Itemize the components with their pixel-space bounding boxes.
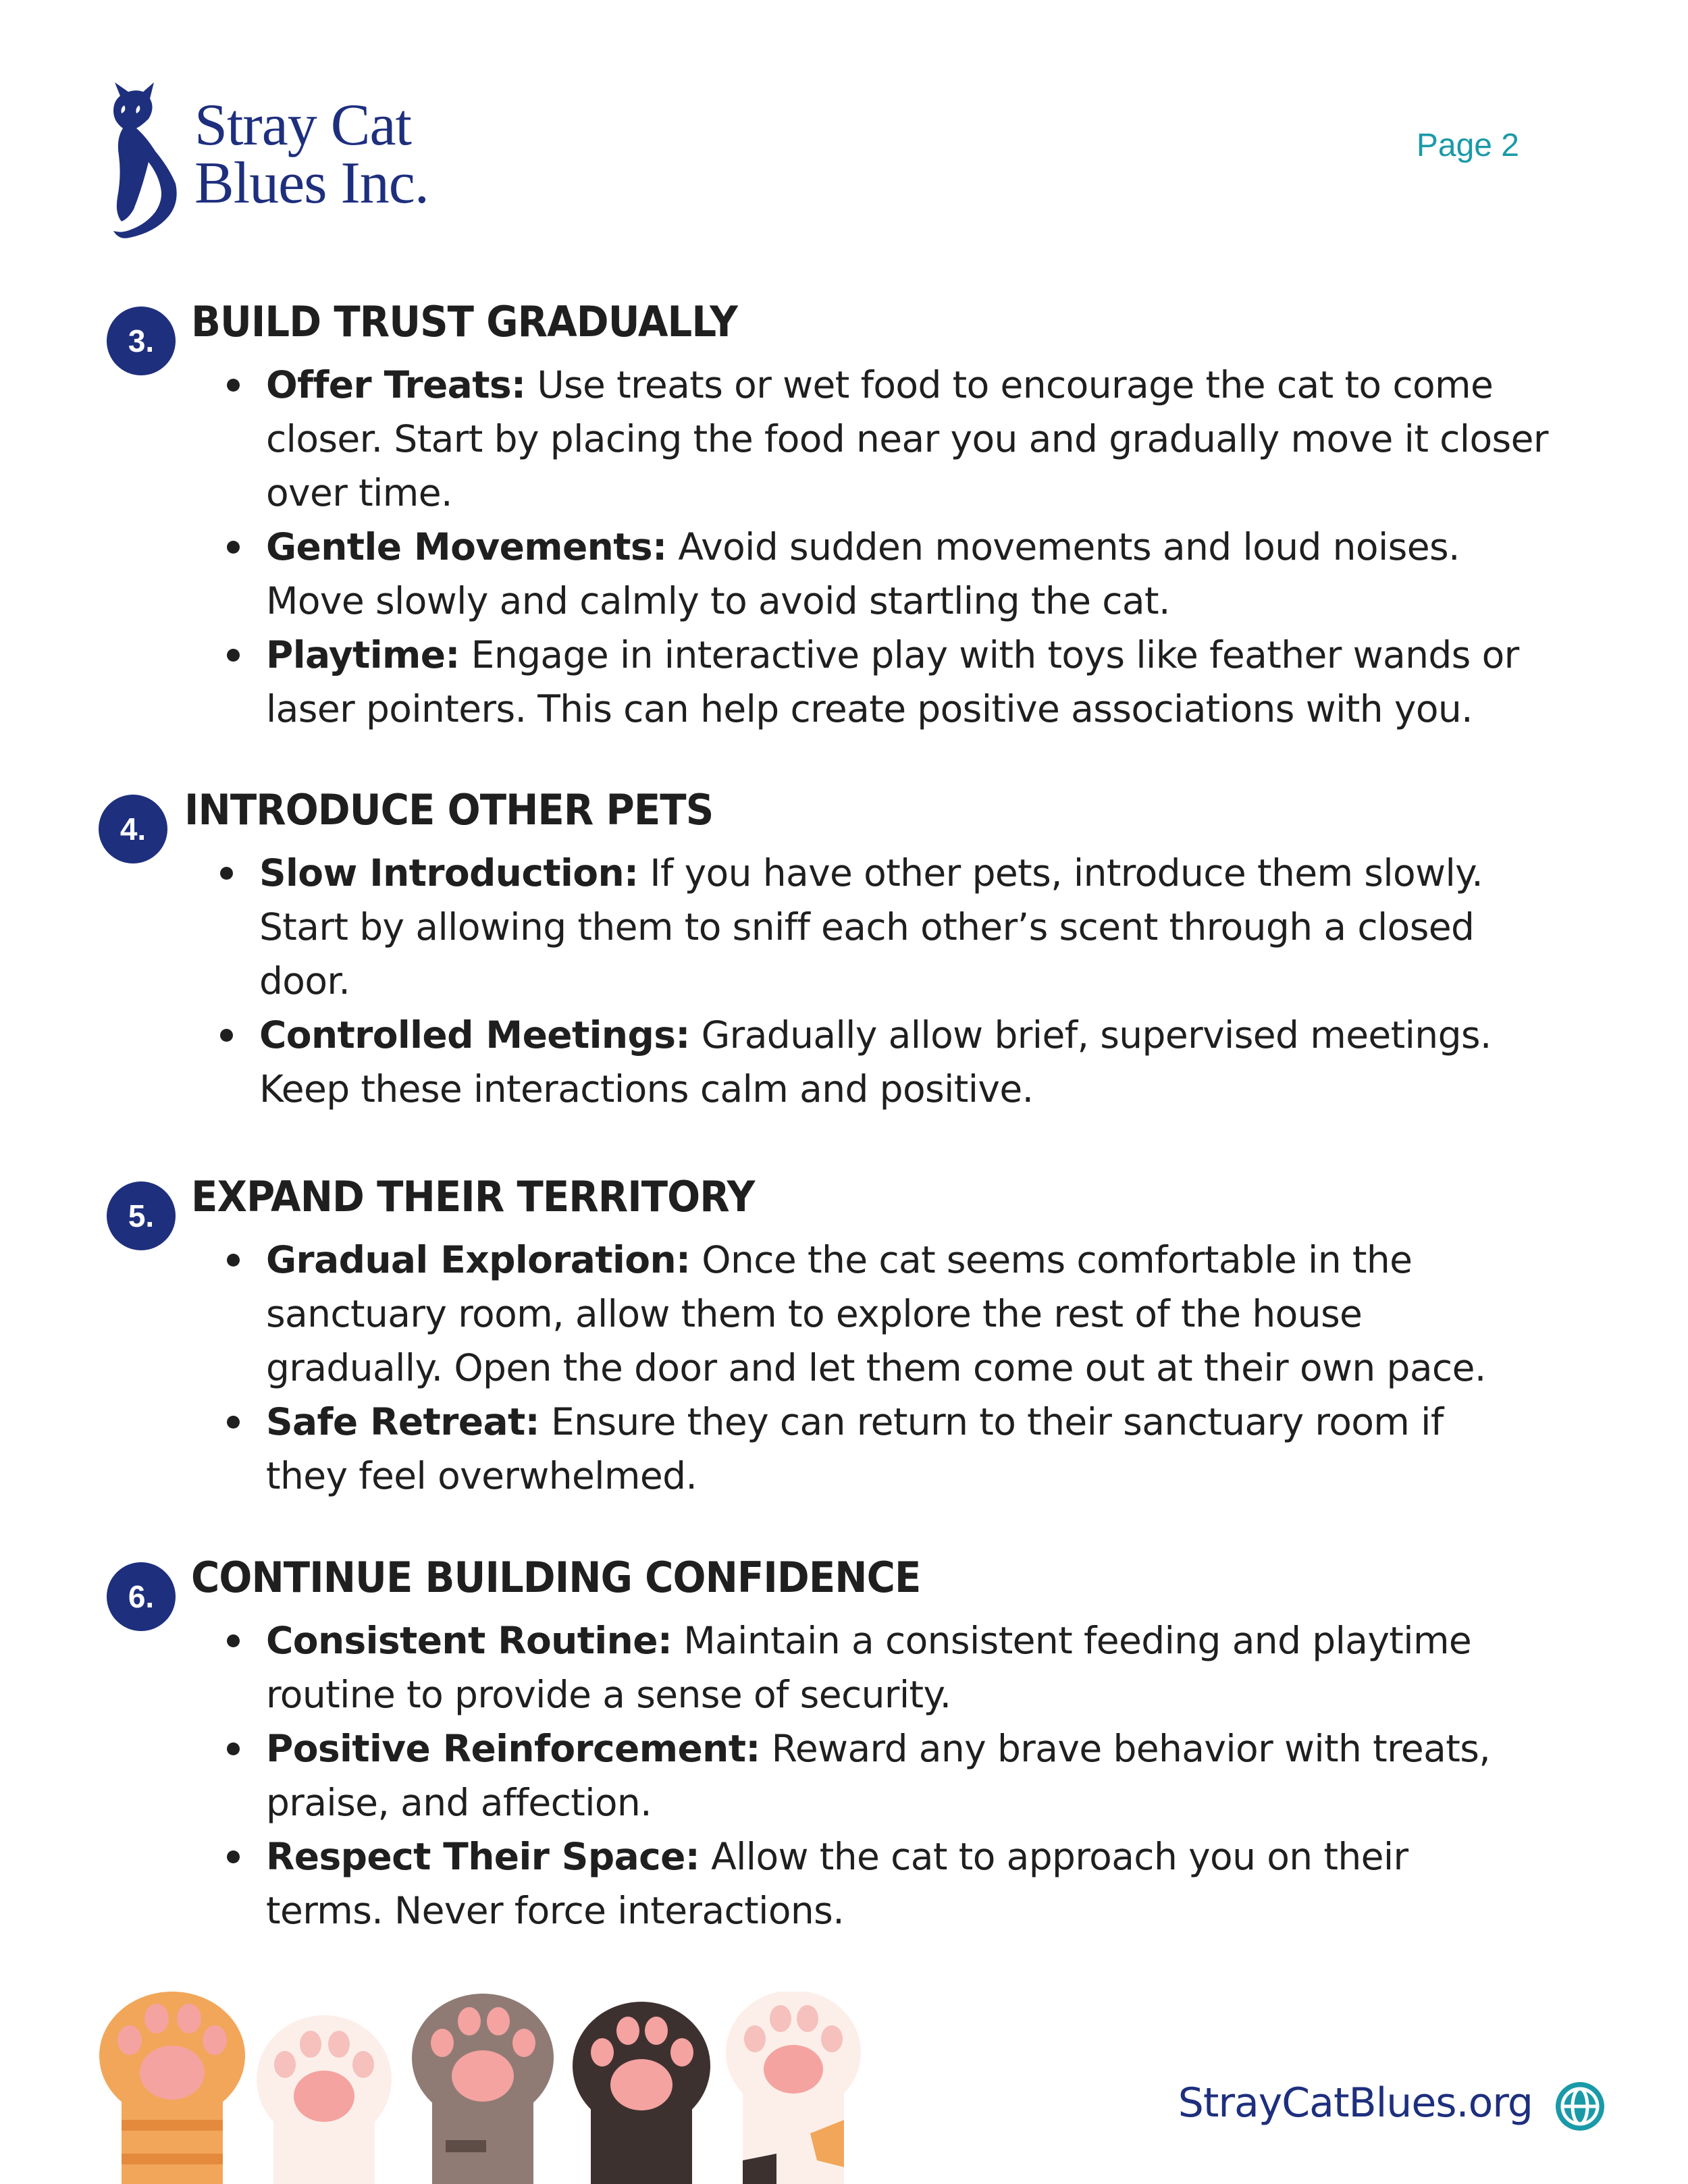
list-item-text: Avoid sudden movements and loud noises. Move slowly and calmly to avoid startling the cat. (266, 525, 1460, 622)
list-item (266, 1830, 1529, 1938)
list-item (266, 1233, 1529, 1395)
list-item (266, 628, 1549, 736)
section-number-badge: 6. (107, 1562, 176, 1631)
list-item-term: Consistent Routine: (266, 1619, 672, 1662)
black-paw-icon (573, 2002, 710, 2184)
list-item-term: Slow Introduction: (259, 851, 639, 895)
list-item-text: Ensure they can return to their sanctuary room if they feel overwhelmed. (266, 1400, 1444, 1497)
list-item-term: Playtime: (266, 633, 460, 676)
list-item-term: Gentle Movements: (266, 525, 667, 568)
bullet-list (266, 358, 1549, 736)
section-heading: INTRODUCE OTHER PETS (184, 785, 714, 834)
calico-paw-icon (726, 1992, 861, 2184)
list-item-term: Offer Treats: (266, 363, 526, 406)
list-item (259, 1008, 1542, 1116)
section-heading: CONTINUE BUILDING CONFIDENCE (191, 1553, 921, 1602)
list-item-term: Controlled Meetings: (259, 1013, 690, 1057)
website-link[interactable]: StrayCatBlues.org (1178, 2079, 1533, 2127)
page-number: Page 2 (1416, 128, 1519, 163)
list-item-term: Gradual Exploration: (266, 1238, 691, 1281)
list-item-text: If you have other pets, introduce them slowly. Start by allowing them to sniff each other’s scent through a closed door. (259, 851, 1483, 1003)
section-number-badge: 5. (107, 1181, 176, 1250)
section-number-badge: 4. (99, 795, 167, 863)
list-item (266, 1395, 1529, 1503)
list-item-text: Reward any brave behavior with treats, praise, and affection. (266, 1727, 1491, 1824)
list-item-term: Safe Retreat: (266, 1400, 540, 1443)
grey-paw-icon (412, 1994, 554, 2184)
list-item (266, 1614, 1529, 1722)
orange-paw-icon (99, 1992, 245, 2184)
bullet-list (259, 846, 1542, 1116)
list-item-text: Engage in interactive play with toys like feather wands or laser pointers. This can help create positive associations with you. (266, 633, 1519, 730)
logo-text-line1: Stray Cat (194, 92, 411, 158)
list-item-term: Respect Their Space: (266, 1835, 700, 1878)
list-item (266, 520, 1549, 628)
section-heading: EXPAND THEIR TERRITORY (191, 1172, 755, 1221)
cat-paws-illustration (95, 1992, 871, 2184)
list-item-text: Use treats or wet food to encourage the cat to come closer. Start by placing the food near you and gradually move it closer over time. (266, 363, 1548, 514)
logo (101, 81, 479, 243)
list-item-term: Positive Reinforcement: (266, 1727, 760, 1770)
globe-icon (1553, 2079, 1607, 2133)
bullet-list (266, 1233, 1529, 1503)
bullet-list (266, 1614, 1529, 1938)
cat-silhouette-logo-icon (101, 81, 196, 243)
list-item-text: Once the cat seems comfortable in the sanctuary room, allow them to explore the rest of the house gradually. Open the door and let them come out at their own pace. (266, 1238, 1486, 1389)
section-number-badge: 3. (107, 307, 176, 375)
logo-text-line2: Blues Inc. (194, 151, 429, 216)
section-heading: BUILD TRUST GRADUALLY (191, 297, 737, 346)
list-item (259, 846, 1542, 1008)
list-item-text: Maintain a consistent feeding and playtime routine to provide a sense of security. (266, 1619, 1472, 1716)
white-paw-icon (257, 2015, 392, 2184)
list-item (266, 358, 1549, 520)
list-item-text: Allow the cat to approach you on their terms. Never force interactions. (266, 1835, 1408, 1932)
list-item (266, 1722, 1529, 1830)
list-item-text: Gradually allow brief, supervised meetings. Keep these interactions calm and positive. (259, 1013, 1492, 1111)
